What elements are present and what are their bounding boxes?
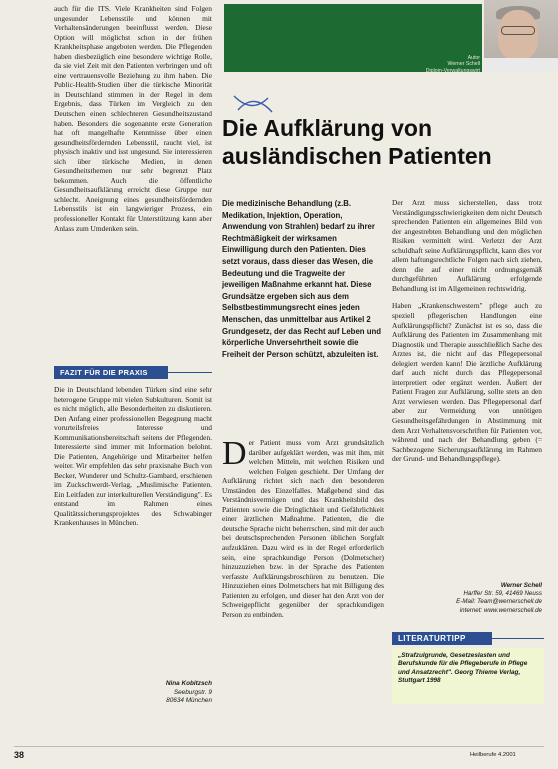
left-column xyxy=(54,4,212,234)
right-author-block xyxy=(392,582,542,615)
drop-cap: D xyxy=(222,435,247,472)
article-lead: Die medizinische Behandlung (z.B. Medikation, Injektion, Operation, Anwendung von Strahlen) bedarf zu ihrer Rechtmäßigkeit der wirksamen Einwilligung durch den Patienten. Dies setzt voraus, dass dieser das Wesen, die Bedeutung und die Tragweite der jeweiligen Maßnahme erkannt hat. Diese Grundsätze ergeben sich aus dem Selbstbestimmungsrecht eines jeden Menschen, das unmittelbar aus Artikel 2 Grundgesetz, der das Recht auf Leben und körperliche Unversehrtheit sowie die Freiheit der Person schützt, abzuleiten ist. xyxy=(222,199,381,359)
right-author-web: internet: www.wernerschell.de xyxy=(459,606,542,614)
left-author-street: Seeburgstr. 9 xyxy=(173,688,212,696)
middle-column-paragraph xyxy=(222,435,384,619)
author-label-line2: Werner Schell xyxy=(447,61,480,68)
page-number: 38 xyxy=(14,750,25,760)
right-author-name: Werner Schell xyxy=(500,582,542,589)
author-portrait xyxy=(484,0,558,72)
left-column-text: auch für die ITS. Viele Krankheiten sind Folgen ungesunder Lebensstile und können mit Verhaltensänderungen beeinflusst werden. Diese Option will möglichst schon in der frühen Krankheitsphase angeboten werden. Die Pflegenden haben diesbezüglich eine besondere wichtige Rolle, da sie viel Zeit mit den Patienten verbringen und oft eine vertrauensvolle Beziehung zu ihm haben. Die Public-Health-Studien über die türkische Minorität in Deutschland stimmen in der Regel in dem Ergebnis, dass Türken im Vergleich zu den Deutschen einen schlechteren Gesundheitszustand haben. Besonders die sogenannte erste Generation hat oft mangelhafte Kenntnisse über einen gesundheitsfördernden Lebensstil, raucht viel, ist physisch inaktiv und isst ungesund. Sie interessieren sich über türkische Medien, in denen Gesundheitsthemen nur sehr begrenzt Platz bekommen. Auch die öffentliche Gesundheitsaufklärung erreicht diese Gruppe nur schlecht. Aneignung eines gesundheitsfördernden Lebensstils ist ein langwieriger Prozess, ein professioneller Kontakt für Unterstützung kann aber Anlass zum Umdenken sein. xyxy=(54,4,212,233)
author-label-line3: Diplom-Verwaltungswirt xyxy=(425,67,480,74)
middle-column-text: er Patient muss vom Arzt grundsätzlich darüber aufgeklärt werden, was mit ihm, mit welchen Mitteln, mit welchen Risiken und welchen Folgen geschieht. Der Umfang der Aufklärung richtet sich nach den besonderen Umständen des Einzelfalles. Maßgebend sind das Verständnisvermögen und das Krankheitsbild des Patienten sowie die Dringlichkeit und Gefährlichkeit einer ärztlichen Maßnahme. Patienten, die die deutsche Sprache nicht beherrschen, sind mit der auch bei deutschsprechenden Personen üblichen Sorgfalt aufzuklären. Dazu wird es in der Regel erforderlich sein, eine sprachkundige Person (Dolmetscher) hinzuzuziehen bzw. in der Sprache des Patienten verfasste Aufklärungsbroschüren zu benutzen. Die Hinzuziehen eines Dolmetschers hat mit Billigung des Patienten zu erfolgen, und dieser hat den Arzt von der Schweigepflicht gegenüber der sprachkundigen Person zu entbinden. xyxy=(222,438,384,619)
right-author-street: Harffer Str. 59, 41469 Neuss xyxy=(463,590,542,598)
literature-header: LITERATURTIPP xyxy=(392,632,492,645)
fazit-rule xyxy=(168,372,212,373)
article-title: Die Aufklärung von ausländischen Patienten xyxy=(222,115,492,169)
right-author-email: E-Mail: Team@wernerschell.de xyxy=(456,598,542,606)
literature-rule xyxy=(492,638,544,639)
right-column-text-1: Der Arzt muss sicherstellen, dass trotz Verständigungsschwierigkeiten dem nicht Deutsch sprechenden Patienten ein allgemeines Bild von der angestrebten Behandlung und den möglichen Risiken vermittelt wird. Verletzt der Arzt schuldhaft seine Aufklärungspflicht, kann dies vor allem haftungsrechtliche Folgen nach sich ziehen, denn die auf einer nicht ordnungsgemäß durchgeführten Aufklärung erfolgende Behandlung ist im Allgemeinen rechtswidrig. xyxy=(392,198,542,293)
left-author-name: Nina Kobitzsch xyxy=(165,680,212,687)
middle-column xyxy=(222,435,384,620)
publication-name: Heilberufe 4.2001 xyxy=(470,752,516,758)
right-column xyxy=(392,198,542,465)
right-column-text-2: Haben „Krankenschwestern" pflege auch zu speziell pflegerischen Handlungen eine Aufklärungspflicht? Zunächst ist es so, dass die Aufklärung des Patienten im Zusammenhang mit Diagnostik und Therapie ausschließlich Sache des Arztes ist, die nicht auf das Pflegepersonal delegiert werden kann! Die ärztliche Aufklärung darf auch nicht durch das Pflegepersonal interpretiert oder ergänzt werden. Äußert der Patient Fragen zur Aufklärung, sollte stets an den Arzt verwiesen werden. Das Pflegepersonal darf aber zur Vermeidung von unnötigen Gesundheitsgefährdungen in Abstimmung mit dem Arzt Verhaltensvorschriften für Patienten vor, während und nach der Behandlung geben (= Sachbezogene Sicherungsaufklärung im Rahmen der Grund- und Behandlungspflege). xyxy=(392,301,542,464)
author-label xyxy=(356,55,480,74)
author-label-line1: Autor xyxy=(467,55,480,61)
left-author-city: 80634 München xyxy=(166,697,212,704)
footer-rule xyxy=(14,746,544,747)
literature-box: „Strafzulgrunde, Gesetzeslasten und Berufskunde für die Pflegeberufe in Pflege und Ansatzrecht". Georg Thieme Verlag, Stuttgart 1998 xyxy=(392,648,544,704)
left-author-block xyxy=(166,680,212,706)
fazit-text: Die in Deutschland lebenden Türken sind eine sehr heterogene Gruppe mit vielen Subkulturen. Somit ist es nicht möglich, alle Besonderheiten zu diskutieren. Den Anfang einer professionellen Begegnung macht vorurteilsfreies Interesse und Kommunikationsbereitschaft seitens der Pflegenden. Interessierte sind immer mit Information belohnt. Die Patienten, Angehörige und Mitarbeiter helfen weiter. Wir empfehlen das sehr praxisnahe Buch von Becker, Wunderer und Schultz-Gambard, erschienen im Zuckschwerdt-Verlag, „Muslimische Patienten. Ein Leitfaden zur interkulturellen Verständigung". Es entstand im Rahmen eines Qualitätssicherungsprojektes des Schwabinger Krankenhauses in München. xyxy=(54,385,212,527)
fazit-header: FAZIT FÜR DIE PRAXIS xyxy=(54,366,168,379)
